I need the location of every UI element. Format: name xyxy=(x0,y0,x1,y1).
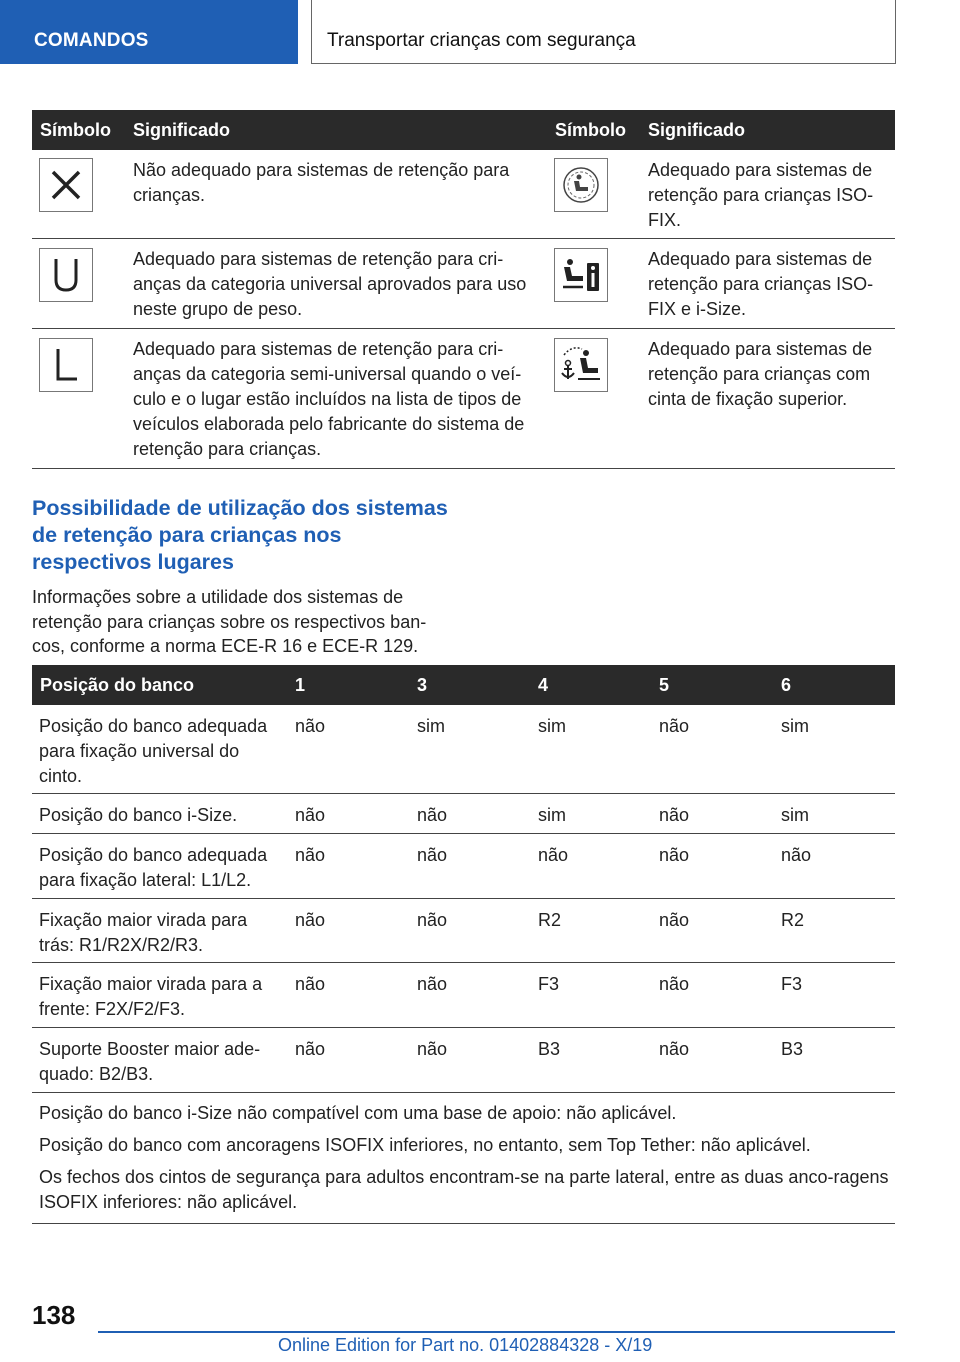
cell-seat-1: não xyxy=(295,845,326,865)
seat-position-table xyxy=(32,665,895,1224)
cell-seat-5: não xyxy=(659,845,690,865)
cell-seat-6: sim xyxy=(781,716,809,736)
symbol-meaning: Adequado para sistemas de retenção para cri-anças da categoria universal aprovados para uso neste grupo de peso. xyxy=(133,249,527,319)
cell-seat-1: não xyxy=(295,716,326,736)
symbol-meaning: Adequado para sistemas de retenção para cri-anças da categoria semi-universal quando o veí-culo e o lugar estão incluídos na lista de tipos de veículos elaborada pelo fabricante do sistema de retenção para crianças. xyxy=(133,339,525,459)
cell-seat-5: não xyxy=(659,910,690,930)
symbol-meaning: Adequado para sistemas de retenção para crianças ISO-FIX. xyxy=(648,160,874,230)
header-seat-5: 5 xyxy=(659,675,670,695)
section-paragraph: Informações sobre a utilidade dos sistemas de retenção para crianças sobre os respectivos ban-cos, conforme a norma ECE-R 16 e ECE-R 129. xyxy=(32,587,427,656)
cell-seat-4: sim xyxy=(538,805,566,825)
header-symbol-1: Símbolo xyxy=(40,120,111,140)
cell-seat-3: não xyxy=(417,845,448,865)
footer-edition: Online Edition for Part no. 01402884328 - X/19 xyxy=(278,1335,653,1355)
cell-seat-4: F3 xyxy=(538,974,560,994)
row-label: Posição do banco adequada para fixação lateral: L1/L2. xyxy=(39,845,268,890)
cell-seat-6: F3 xyxy=(781,974,803,994)
header-title-box xyxy=(311,0,896,64)
symbol-row xyxy=(32,150,895,239)
cell-seat-3: não xyxy=(417,1039,448,1059)
table-note: Posição do banco com ancoragens ISOFIX inferiores, no entanto, sem Top Tether: não aplicável. xyxy=(39,1135,811,1155)
cell-seat-1: não xyxy=(295,974,326,994)
cell-seat-3: não xyxy=(417,910,448,930)
row-label: Fixação maior virada para trás: R1/R2X/R2/R3. xyxy=(39,910,248,955)
cell-seat-6: sim xyxy=(781,805,809,825)
table-row xyxy=(32,794,895,834)
symbol-meaning: Adequado para sistemas de retenção para crianças ISO-FIX e i-Size. xyxy=(648,249,874,319)
cell-seat-1: não xyxy=(295,1039,326,1059)
isofix-i-size-icon xyxy=(554,248,608,302)
row-label: Posição do banco adequada para fixação universal do cinto. xyxy=(39,716,268,786)
cell-seat-5: não xyxy=(659,805,690,825)
header-section-tab xyxy=(0,0,298,64)
symbol-row xyxy=(32,239,895,329)
symbol-table xyxy=(32,110,895,469)
cell-seat-5: não xyxy=(659,974,690,994)
table-row xyxy=(32,834,895,899)
table-row xyxy=(32,963,895,1028)
cell-seat-5: não xyxy=(659,1039,690,1059)
header-symbol-2: Símbolo xyxy=(555,120,626,140)
letter-l-icon xyxy=(39,338,93,392)
header-seat-6: 6 xyxy=(781,675,792,695)
table-note: Posição do banco i-Size não compatível com uma base de apoio: não aplicável. xyxy=(39,1103,677,1123)
header-title: Transportar crianças com segurança xyxy=(327,30,636,51)
cell-seat-6: não xyxy=(781,845,812,865)
symbol-row xyxy=(32,329,895,469)
section-heading: Possibilidade de utilização dos sistemas de retenção para crianças nos respectivos lugares xyxy=(32,496,448,574)
row-label: Suporte Booster maior ade-quado: B2/B3. xyxy=(39,1039,261,1084)
cell-seat-6: B3 xyxy=(781,1039,804,1059)
header-seat-position: Posição do banco xyxy=(40,675,195,695)
header-section-label: COMANDOS xyxy=(34,30,149,51)
cell-seat-6: R2 xyxy=(781,910,805,930)
row-label: Posição do banco i-Size. xyxy=(39,805,238,825)
cell-seat-3: não xyxy=(417,974,448,994)
header-meaning-1: Significado xyxy=(133,120,231,140)
cell-seat-4: B3 xyxy=(538,1039,561,1059)
table-row xyxy=(32,899,895,963)
top-tether-anchor-icon xyxy=(554,338,608,392)
cell-seat-3: não xyxy=(417,805,448,825)
header-seat-1: 1 xyxy=(295,675,306,695)
footer-divider xyxy=(98,1331,895,1333)
cell-seat-4: não xyxy=(538,845,569,865)
header-seat-3: 3 xyxy=(417,675,428,695)
letter-u-icon xyxy=(39,248,93,302)
page-number: 138 xyxy=(32,1300,76,1330)
x-mark-icon xyxy=(39,158,93,212)
seat-table-header xyxy=(32,665,895,705)
symbol-meaning: Não adequado para sistemas de retenção para crianças. xyxy=(133,160,510,205)
table-row xyxy=(32,1028,895,1093)
table-notes xyxy=(32,1093,895,1224)
isofix-seat-icon xyxy=(554,158,608,212)
table-row xyxy=(32,705,895,794)
symbol-meaning: Adequado para sistemas de retenção para crianças com cinta de fixação superior. xyxy=(648,339,873,409)
cell-seat-4: sim xyxy=(538,716,566,736)
symbol-table-header xyxy=(32,110,895,150)
cell-seat-3: sim xyxy=(417,716,445,736)
header-meaning-2: Significado xyxy=(648,120,746,140)
cell-seat-5: não xyxy=(659,716,690,736)
table-note: Os fechos dos cintos de segurança para adultos encontram-se na parte lateral, entre as duas anco-ragens ISOFIX inferiores: não aplicável. xyxy=(39,1167,889,1212)
header-seat-4: 4 xyxy=(538,675,549,695)
row-label: Fixação maior virada para a frente: F2X/F2/F3. xyxy=(39,974,263,1019)
cell-seat-4: R2 xyxy=(538,910,562,930)
cell-seat-1: não xyxy=(295,910,326,930)
cell-seat-1: não xyxy=(295,805,326,825)
